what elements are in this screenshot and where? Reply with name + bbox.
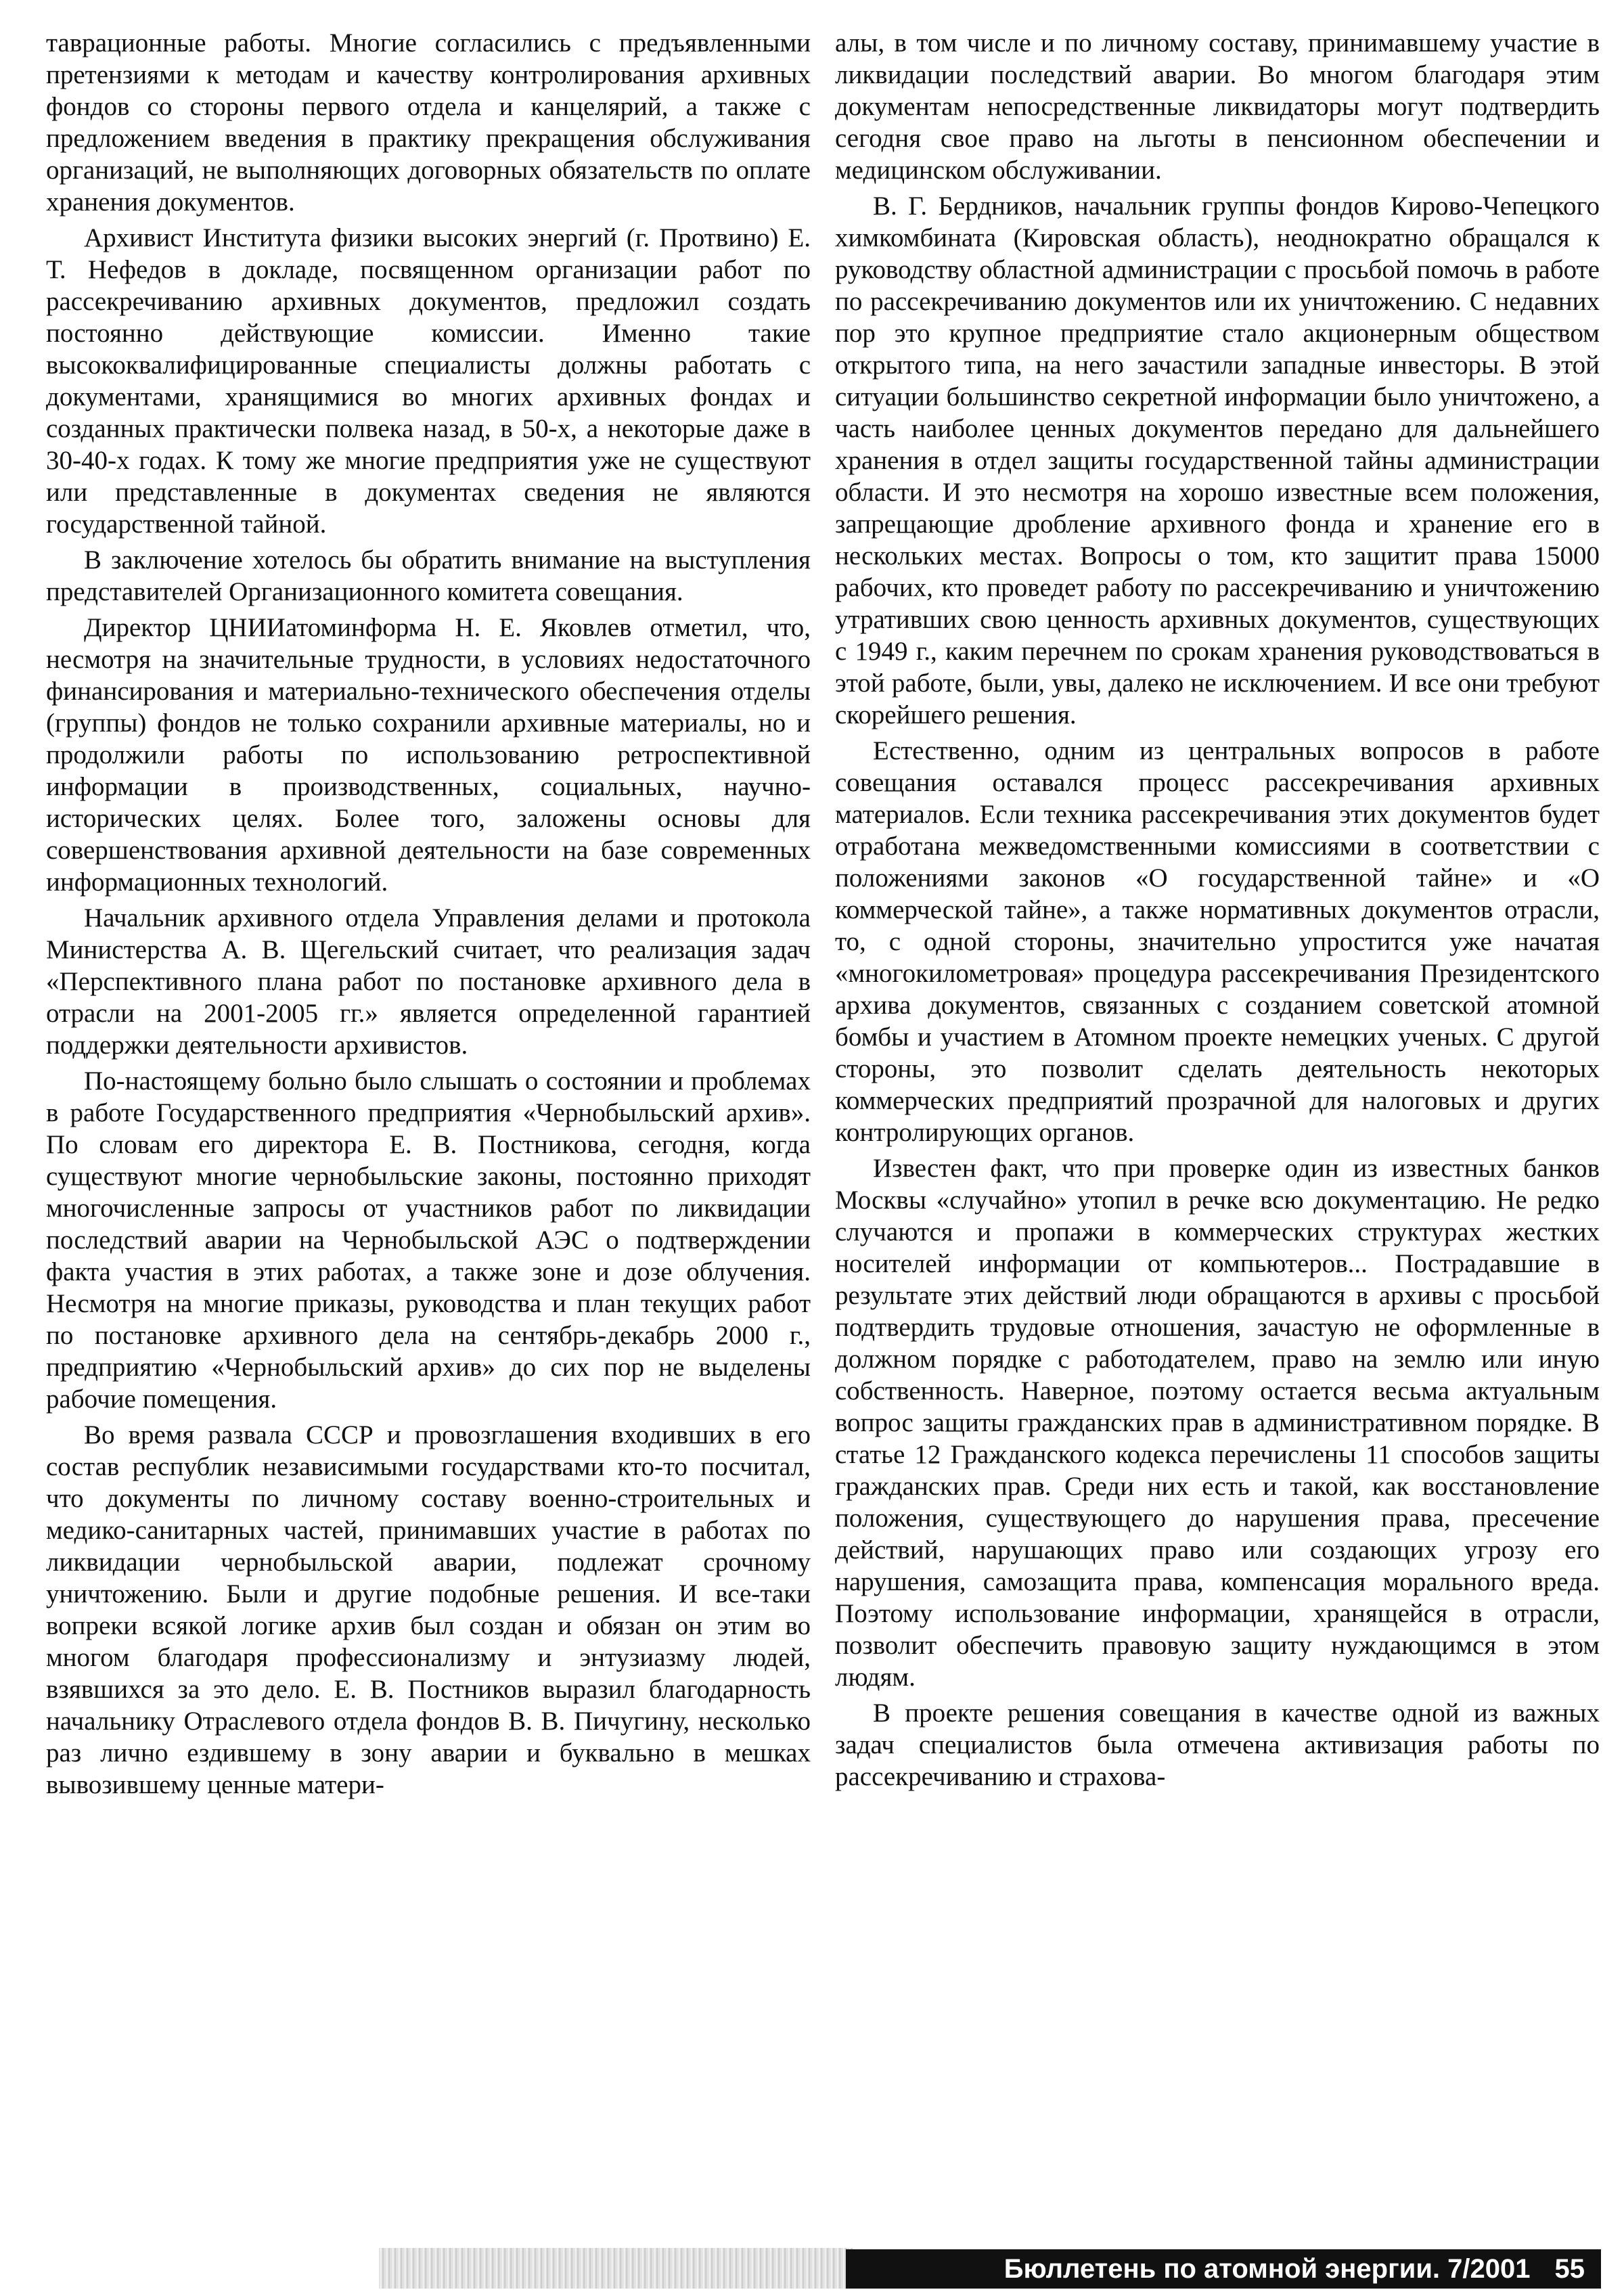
- left-column: [46, 27, 811, 1805]
- paragraph: По-настоящему больно было слышать о состоянии и проблемах в работе Государственного предприятия «Чернобыльский архив». По словам его директора Е. В. Постникова, сегодня, когда существуют многие чернобыльские законы, постоянно приходят многочисленные запросы от участников работ по ликвидации последствий аварии на Чернобыльской АЭС о подтверждении факта участия в этих работах, а также зоне и дозе облучения. Несмотря на многие приказы, руководства и план текущих работ по постановке архивного дела на сентябрь-декабрь 2000 г., предприятию «Чернобыльский архив» до сих пор не выделены рабочие помещения.: [46, 1066, 811, 1414]
- paragraph: Директор ЦНИИатоминформа Н. Е. Яковлев отметил, что, несмотря на значительные трудности, в условиях недостаточного финансирования и материально-технического обеспечения отделы (группы) фондов не только сохранили архивные материалы, но и продолжили работы по использованию ретроспективной информации в производственных, социальных, научно-исторических целях. Более того, заложены основы для совершенствования архивной деятельности на базе современных информационных технологий.: [46, 613, 811, 897]
- paragraph: В заключение хотелось бы обратить внимание на выступления представителей Организационного комитета совещания.: [46, 545, 811, 606]
- right-column: [835, 27, 1600, 1797]
- journal-title: Бюллетень по атомной энергии. 7/2001: [1003, 2254, 1531, 2284]
- paragraph: Естественно, одним из центральных вопросов в работе совещания оставался процесс рассекречивания архивных материалов. Если техника рассекречивания этих документов будет отработана межведомственными комиссиями в соответствии с положениями законов «О государственной тайне» и «О коммерческой тайне», а также нормативных документов отрасли, то, с одной стороны, значительно упростится уже начатая «многокилометровая» процедура рассекречивания Президентского архива документов, связанных с созданием советской атомной бомбы и участием в Атомном проекте немецких ученых. С другой стороны, это позволит сделать деятельность некоторых коммерческих предприятий прозрачной для налоговых и других контролирующих органов.: [835, 736, 1600, 1147]
- paragraph: Известен факт, что при проверке один из известных банков Москвы «случайно» утопил в речке всю документацию. Не редко случаются и пропажи в коммерческих структурах жестких носителей информации от компьютеров... Пострадавшие в результате этих действий люди обращаются в архивы с просьбой подтвердить трудовые отношения, зачастую не оформленные в должном порядке с работодателем, право на землю или иную собственность. Наверное, поэтому остается весьма актуальным вопрос защиты гражданских прав в административном порядке. В статье 12 Гражданского кодекса перечислены 11 способов защиты гражданских прав. Среди них есть и такой, как восстановление положения, существующего до нарушения права, пресечение действий, нарушающих право или создающих угрозу его нарушения, самозащита права, компенсация морального вреда. Поэтому использование информации, хранящейся в отрасли, позволит обеспечить правовую защиту нуждающимся в этом людям.: [835, 1154, 1600, 1692]
- paragraph: В проекте решения совещания в качестве одной из важных задач специалистов была отмечена активизация работы по рассекречиванию и страхова-: [835, 1698, 1600, 1791]
- paragraph: алы, в том числе и по личному составу, принимавшему участие в ликвидации последствий аварии. Во многом благодаря этим документам непосредственные ликвидаторы могут подтвердить сегодня свое право на льготы в пенсионном обеспечении и медицинском обслуживании.: [835, 28, 1600, 185]
- page-number: 55: [1554, 2254, 1585, 2284]
- paragraph: Во время развала СССР и провозглашения входивших в его состав республик независимыми государствами кто-то посчитал, что документы по личному составу военно-строительных и медико-санитарных частей, принимавших участие в работах по ликвидации чернобыльской аварии, подлежат срочному уничтожению. Были и другие подобные решения. И все-таки вопреки всякой логике архив был создан и обязан он этим во многом благодаря профессионализму и энтузиазму людей, взявшихся за это дело. Е. В. Постников выразил благодарность начальнику Отраслевого отдела фондов В. В. Пичугину, несколько раз лично ездившему в зону аварии и буквально в мешках вывозившему ценные матери-: [46, 1420, 811, 1799]
- page-footer: [0, 2245, 1624, 2289]
- paragraph: В. Г. Бердников, начальник группы фондов Кирово-Чепецкого химкомбината (Кировская область), неоднократно обращался к руководству областной администрации с просьбой помочь в работе по рассекречиванию документов или их уничтожению. С недавних пор это крупное предприятие стало акционерным обществом открытого типа, на него зачастили западные инвесторы. В этой ситуации большинство секретной информации было уничтожено, а часть наиболее ценных документов передано для дальнейшего хранения в отдел защиты государственной тайны администрации области. И это несмотря на хорошо известные всем положения, запрещающие дробление архивного фонда и хранение его в нескольких местах. Вопросы о том, кто защитит права 15000 рабочих, кто проведет работу по рассекречиванию и уничтожению утративших свою ценность архивных документов, существующих с 1949 г., каким перечнем по срокам хранения руководствоваться в этой работе, были, увы, далеко не исключением. И все они требуют скорейшего решения.: [835, 192, 1600, 729]
- paragraph: Архивист Института физики высоких энергий (г. Протвино) Е. Т. Нефедов в докладе, посвященном организации работ по рассекречиванию архивных документов, предложил создать постоянно действующие комиссии. Именно такие высококвалифицированные специалисты должны работать с документами, хранящимися во многих архивных фондах и созданных практически полвека назад, в 50-х, а некоторые даже в 30-40-х годах. К тому же многие предприятия уже не существуют или представленные в документах сведения не являются государственной тайной.: [46, 223, 811, 539]
- paragraph: таврационные работы. Многие согласились с предъявленными претензиями к методам и качеству контролирования архивных фондов со стороны первого отдела и канцелярий, а также с предложением введения в практику прекращения обслуживания организаций, не выполняющих договорных обязательств по оплате хранения документов.: [46, 28, 811, 217]
- footer-decoration: [379, 2248, 853, 2289]
- paragraph: Начальник архивного отдела Управления делами и протокола Министерства А. В. Щегельский считает, что реализация задач «Перспективного плана работ по постановке архивного дела в отрасли на 2001-2005 гг.» является определенной гарантией поддержки деятельности архивистов.: [46, 903, 811, 1060]
- footer-bar: [846, 2249, 1601, 2289]
